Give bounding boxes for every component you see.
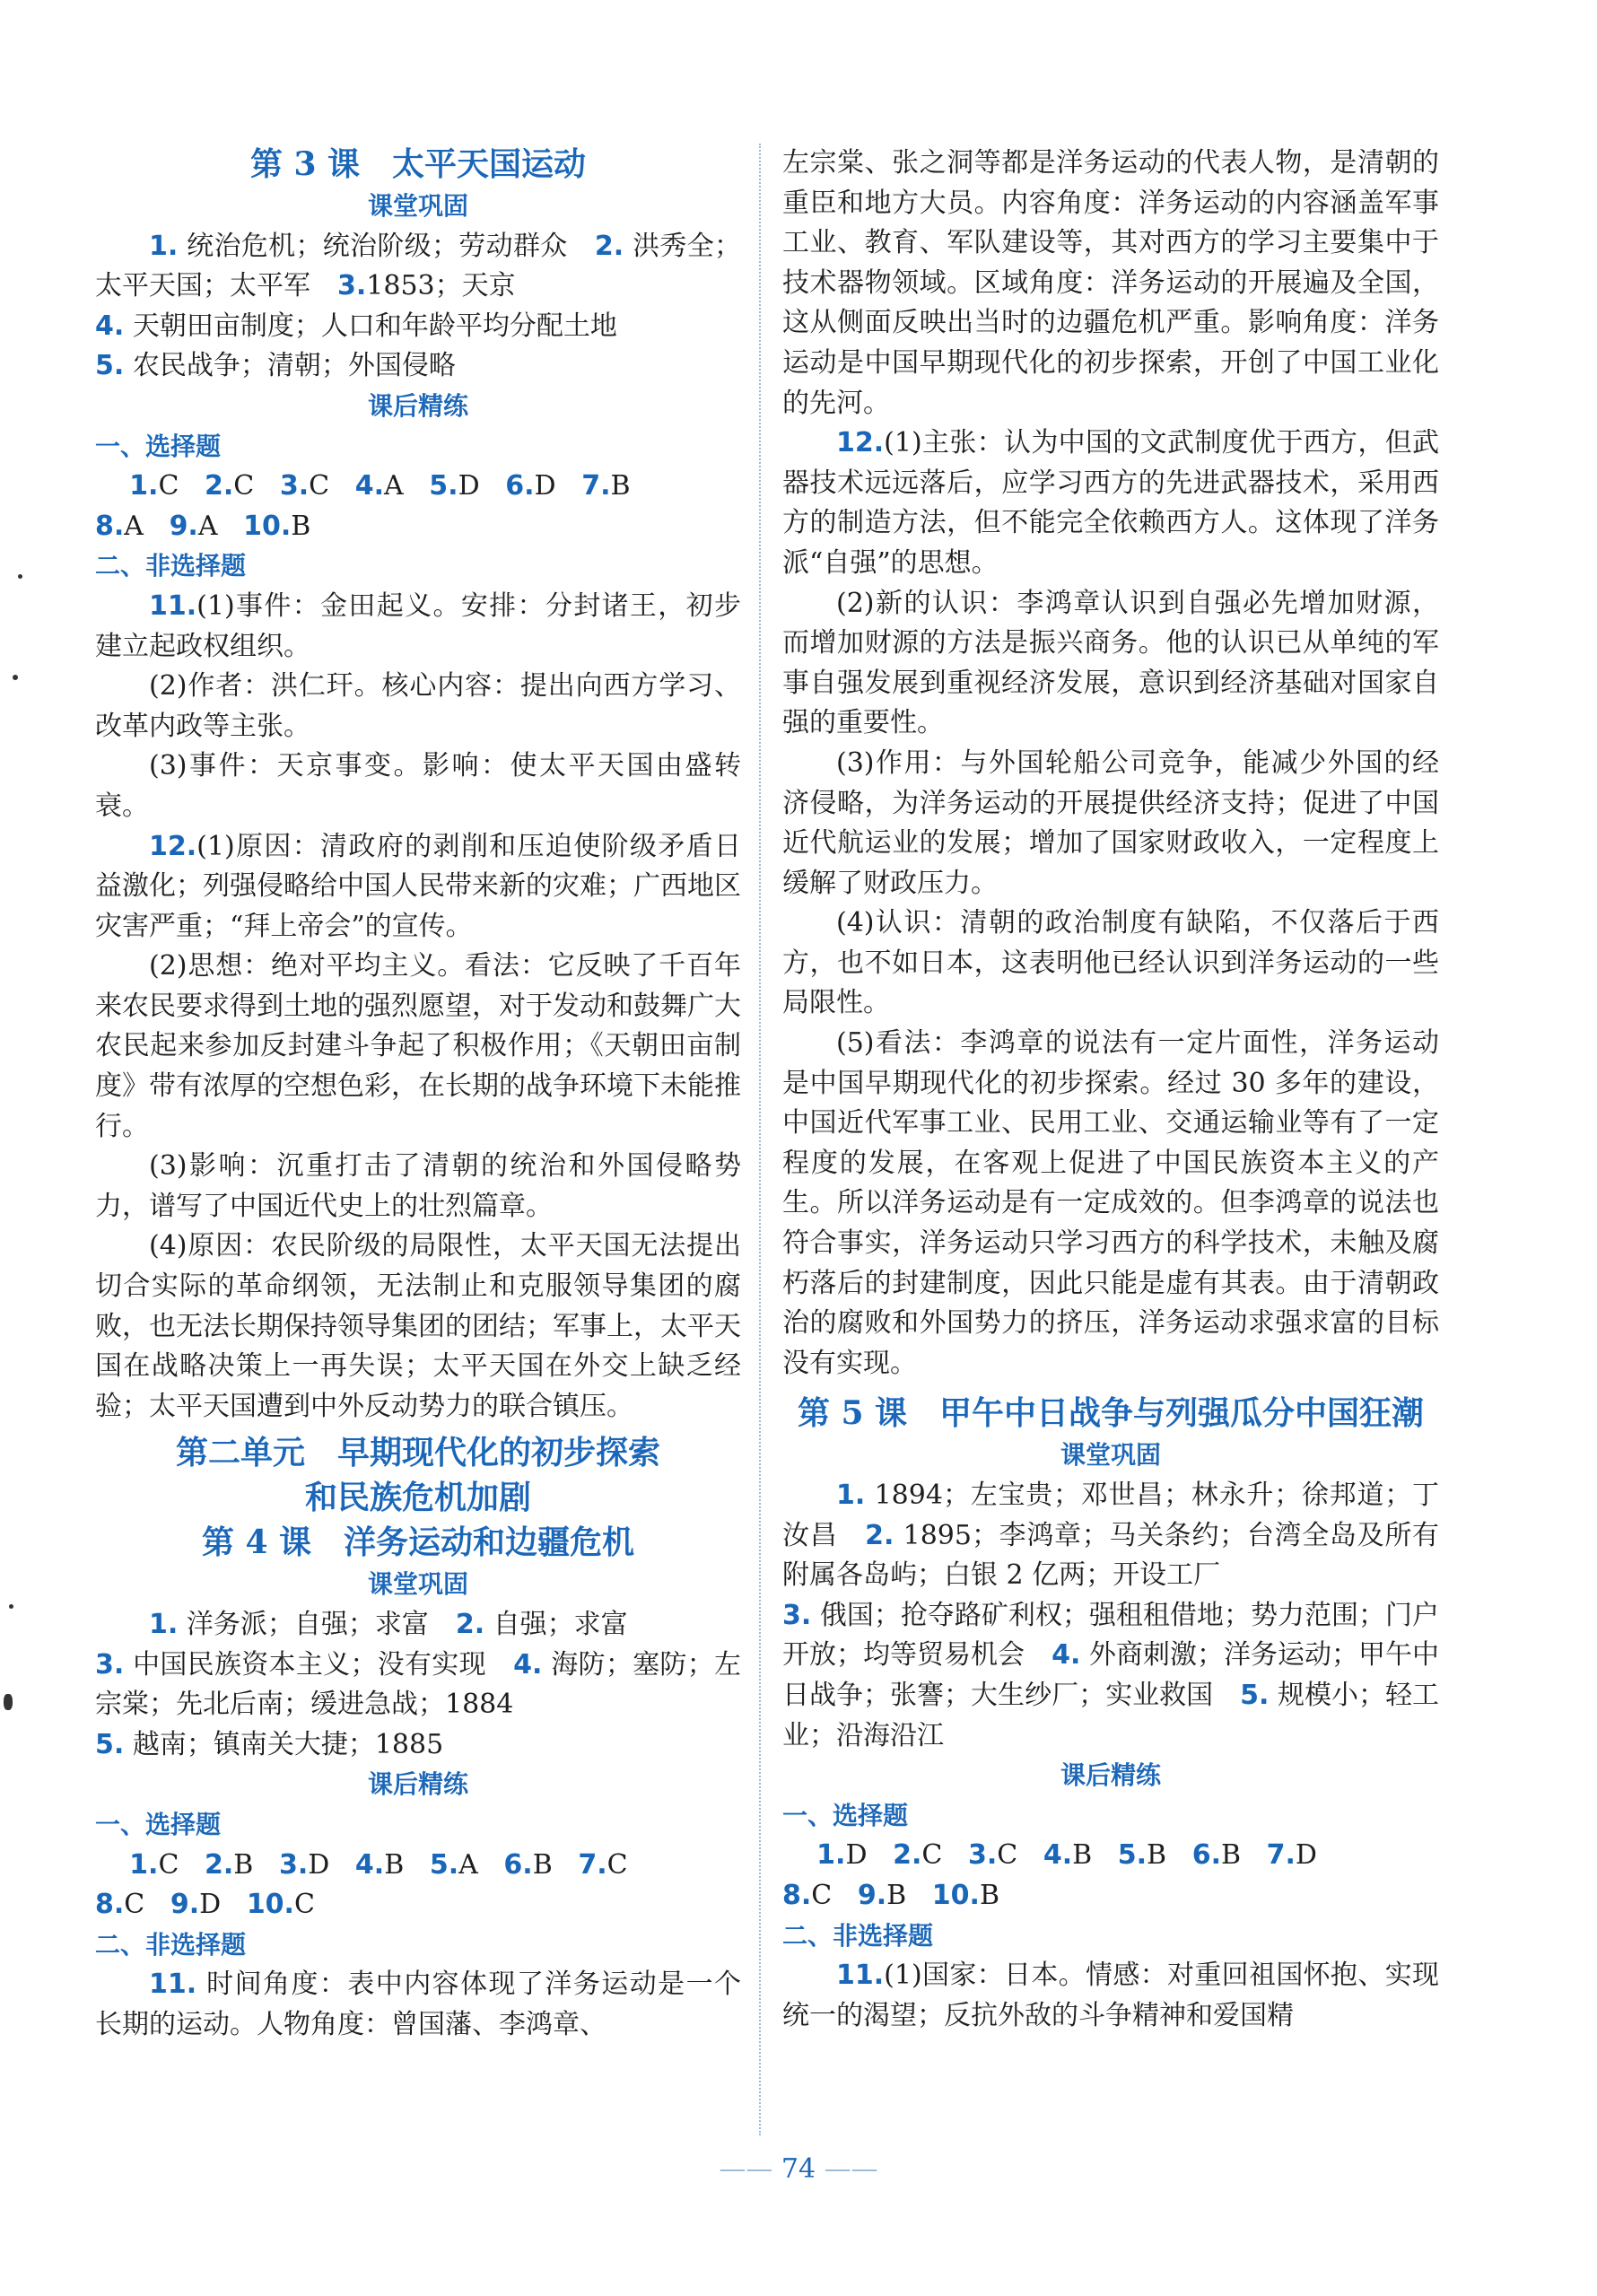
l3-choice-heading: 一、选择题 bbox=[95, 431, 222, 461]
lesson-4-title: 第 4 课 洋务运动和边疆危机 bbox=[201, 1523, 635, 1562]
l4-practice-heading: 课后精练 bbox=[367, 1769, 468, 1800]
unit-2-title-line1: 第二单元 早期现代化的初步探索 bbox=[175, 1434, 660, 1472]
l5-choice-row-1: 1.D 2.C 3.C 4.B 5.B 6.B 7.D bbox=[816, 1839, 1317, 1872]
l4-q12-part1: 12.(1)主张：认为中国的文武制度优于西方，但武器技术远远落后，应学习西方的先进武器技术，采用西方的制造方法，但不能完全依赖西方人。这体现了洋务派“自强”的思想。 bbox=[782, 427, 1439, 579]
l4-choice-row-1: 1.C 2.B 3.D 4.B 5.A 6.B 7.C bbox=[129, 1848, 628, 1881]
margin-dot bbox=[4, 1694, 13, 1710]
l3-choice-row-1: 1.C 2.C 3.C 4.A 5.D 6.D 7.B bbox=[129, 470, 631, 502]
l3-q12-part1: 12.(1)原因：清政府的剥削和压迫使阶级矛盾日益激化；列强侵略给中国人民带来新的灾难；广西地区灾害严重；“拜上帝会”的宣传。 bbox=[95, 830, 741, 942]
l3-choice-row-2: 8.A 9.A 10.B bbox=[95, 510, 311, 542]
l4-classroom-answer-5: 5. 越南；镇南关大捷；1885 bbox=[95, 1728, 444, 1760]
unit-2-title-line2: 和民族危机加剧 bbox=[304, 1479, 531, 1517]
l5-practice-heading: 课后精练 bbox=[1060, 1760, 1161, 1791]
page-footer bbox=[0, 2153, 1597, 2185]
l3-q11-part2: (2)作者：洪仁玕。核心内容：提出向西方学习、改革内政等主张。 bbox=[95, 670, 741, 742]
l3-q11-part3: (3)事件：天京事变。影响：使太平天国由盛转衰。 bbox=[95, 750, 741, 822]
l4-q12-part5: (5)看法：李鸿章的说法有一定片面性，洋务运动是中国早期现代化的初步探索。经过 30 多年的建设，中国近代军事工业、民用工业、交通运输业等有了一定程度的发展，在客观上促进了中国民族资本主义的产生。所以洋务运动是有一定成效的。但李鸿章的说法也符合事实，洋务运动只学习西方的科学技术，未触及腐朽落后的封建制度，因此只能是虚有其表。由于清朝政治的腐败和外国势力的挤压，洋务运动求强求富的目标没有实现。 bbox=[782, 1027, 1439, 1379]
margin-dot bbox=[18, 574, 22, 579]
l3-q12-part3: (3)影响：沉重打击了清朝的统治和外国侵略势力，谱写了中国近代史上的壮烈篇章。 bbox=[95, 1150, 741, 1222]
lesson-5-title: 第 5 课 甲午中日战争与列强瓜分中国狂潮 bbox=[797, 1394, 1425, 1433]
l4-q12-part2: (2)新的认识：李鸿章认识到自强必先增加财源，而增加财源的方法是振兴商务。他的认识已从单纯的军事自强发展到重视经济发展，意识到经济基础对国家自强的重要性。 bbox=[782, 587, 1439, 739]
l5-choice-heading: 一、选择题 bbox=[782, 1800, 909, 1830]
column-divider bbox=[759, 144, 761, 2135]
l3-practice-heading: 课后精练 bbox=[367, 390, 468, 421]
l3-q12-part2: (2)思想：绝对平均主义。看法：它反映了千百年来农民要求得到土地的强烈愿望，对于发动和鼓舞广大农民起来参加反封建斗争起了积极作用；《天朝田亩制度》带有浓厚的空想色彩，在长期的战争环境下未能推行。 bbox=[95, 950, 741, 1142]
l5-nonchoice-heading: 二、非选择题 bbox=[782, 1920, 934, 1951]
l3-classroom-answer-5: 5. 农民战争；清朝；外国侵略 bbox=[95, 350, 456, 382]
footer-dash-left: —— bbox=[719, 2153, 781, 2185]
l4-choice-heading: 一、选择题 bbox=[95, 1809, 222, 1839]
l5-choice-row-2: 8.C 9.B 10.B bbox=[782, 1879, 999, 1911]
right-column bbox=[782, 144, 1439, 2036]
l3-classroom-heading: 课堂巩固 bbox=[367, 191, 468, 221]
l4-nonchoice-heading: 二、非选择题 bbox=[95, 1929, 247, 1960]
l3-q12-part4: (4)原因：农民阶级的局限性，太平天国无法提出切合实际的革命纲领，无法制止和克服领导集团的腐败，也无法长期保持领导集团的团结；军事上，太平天国在战略决策上一再失误；太平天国在外交上缺乏经验；太平天国遭到中外反动势力的联合镇压。 bbox=[95, 1230, 741, 1422]
margin-dot bbox=[13, 675, 18, 680]
l4-classroom-answers-2: 3. 中国民族资本主义；没有实现 4. 海防；塞防；左宗棠；先北后南；缓进急战；1884 bbox=[95, 1648, 741, 1721]
l4-q12-part3: (3)作用：与外国轮船公司竞争，能减少外国的经济侵略，为洋务运动的开展提供经济支持；促进了中国近代航运业的发展；增加了国家财政收入，一定程度上缓解了财政压力。 bbox=[782, 746, 1439, 899]
l5-q11-start: 11.(1)国家：日本。情感：对重回祖国怀抱、实现统一的渴望；反抗外敌的斗争精神和爱国精 bbox=[782, 1960, 1439, 2031]
margin-dot bbox=[9, 1604, 13, 1609]
l3-q11-part1: 11.(1)事件：金田起义。安排：分封诸王，初步建立起政权组织。 bbox=[95, 589, 741, 662]
l5-classroom-heading: 课堂巩固 bbox=[1060, 1440, 1161, 1471]
lesson-3-title: 第 3 课 太平天国运动 bbox=[249, 145, 587, 183]
l4-q11-start: 11. 时间角度：表中内容体现了洋务运动是一个长期的运动。人物角度：曾国藩、李鸿章、 bbox=[95, 1969, 742, 2040]
l4-q11-continued: 左宗棠、张之洞等都是洋务运动的代表人物，是清朝的重臣和地方大员。内容角度：洋务运动的内容涵盖军事工业、教育、军队建设等，其对西方的学习主要集中于技术器物领域。区域角度：洋务运动的开展遍及全国，这从侧面反映出当时的边疆危机严重。影响角度：洋务运动是中国早期现代化的初步探索，开创了中国工业化的先河。 bbox=[782, 147, 1439, 419]
l4-classroom-answers: 1. 洋务派；自强；求富 2. 自强；求富 bbox=[149, 1609, 628, 1640]
l3-classroom-answer-4: 4. 天朝田亩制度；人口和年龄平均分配土地 bbox=[95, 310, 617, 342]
l5-classroom-answers: 1. 1894；左宝贵；邓世昌；林永升；徐邦道；丁汝昌 2. 1895；李鸿章；马关条约；台湾全岛及所有附属各岛屿；白银 2 亿两；开设工厂 bbox=[782, 1480, 1440, 1592]
left-column bbox=[95, 142, 741, 2046]
l5-classroom-answers-2: 3. 俄国；抢夺路矿利权；强租租借地；势力范围；门户开放；均等贸易机会 4. 外商刺激；洋务运动；甲午中日战争；张謇；大生纱厂；实业救国 5. 规模小；轻工业；沿海沿江 bbox=[782, 1599, 1440, 1751]
l4-classroom-heading: 课堂巩固 bbox=[367, 1569, 468, 1600]
l3-classroom-answers: 1. 统治危机；统治阶级；劳动群众 2. 洪秀全；太平天国；太平军 3.1853；天京 bbox=[95, 230, 742, 302]
footer-dash-right: —— bbox=[816, 2153, 878, 2185]
l4-choice-row-2: 8.C 9.D 10.C bbox=[95, 1889, 315, 1921]
l3-nonchoice-heading: 二、非选择题 bbox=[95, 551, 247, 581]
l4-q12-part4: (4)认识：清朝的政治制度有缺陷，不仅落后于西方，也不如日本，这表明他已经认识到洋务运动的一些局限性。 bbox=[782, 907, 1439, 1019]
page-number: 74 bbox=[781, 2153, 816, 2185]
